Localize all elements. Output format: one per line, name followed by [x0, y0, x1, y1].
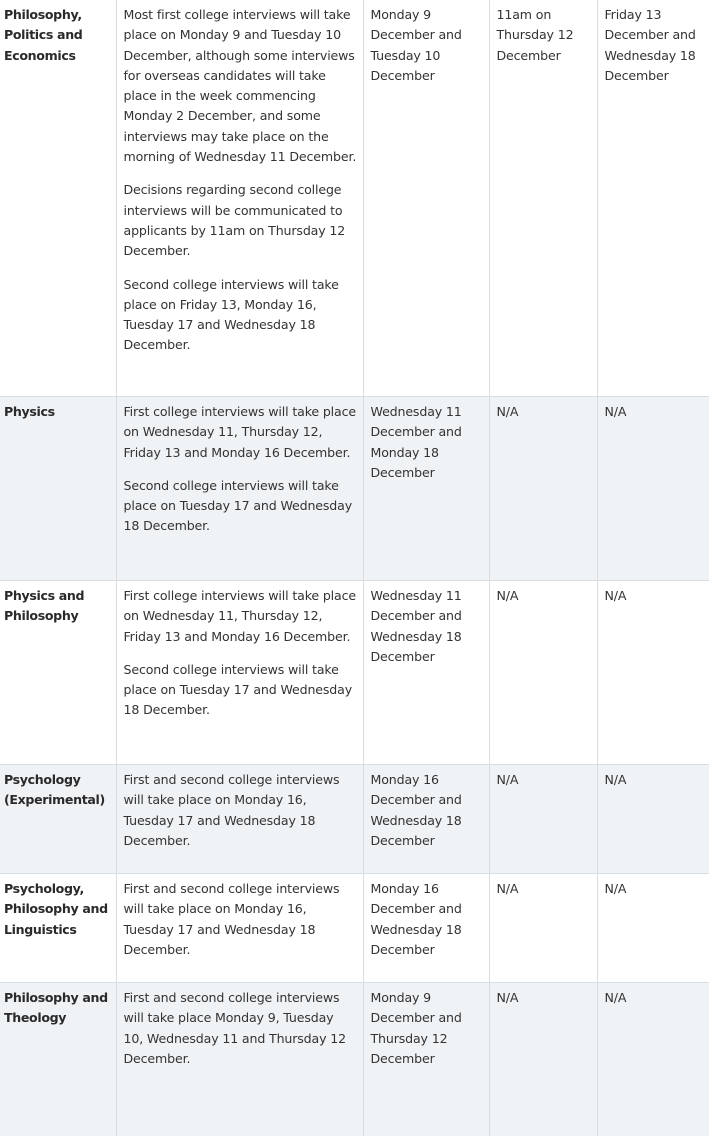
- process-paragraph: Decisions regarding second college interviews will be communicated to applicants by 11am on Thursday 12 December.: [124, 180, 357, 261]
- subject-cell: Physics: [0, 397, 116, 581]
- second-interview-cell: N/A: [597, 581, 709, 765]
- subject-cell: Physics and Philosophy: [0, 581, 116, 765]
- decision-date-cell: N/A: [489, 874, 597, 983]
- interview-process-cell: [116, 874, 363, 983]
- process-paragraph: First and second college interviews will take place on Monday 16, Tuesday 17 and Wednesday 18 December.: [124, 770, 357, 851]
- decision-date-cell: N/A: [489, 397, 597, 581]
- interview-dates-cell: Wednesday 11 December and Monday 18 December: [363, 397, 489, 581]
- process-paragraph: First college interviews will take place on Wednesday 11, Thursday 12, Friday 13 and Monday 16 December.: [124, 402, 357, 463]
- second-interview-cell: N/A: [597, 765, 709, 874]
- subject-cell: Psychology, Philosophy and Linguistics: [0, 874, 116, 983]
- decision-date-cell: 11am on Thursday 12 December: [489, 0, 597, 397]
- decision-date-cell: N/A: [489, 765, 597, 874]
- subject-cell: Philosophy, Politics and Economics: [0, 0, 116, 397]
- interview-dates-cell: Monday 16 December and Wednesday 18 December: [363, 874, 489, 983]
- process-paragraph: First and second college interviews will take place on Monday 16, Tuesday 17 and Wednesday 18 December.: [124, 879, 357, 960]
- table-row: [0, 397, 709, 581]
- table-row: [0, 983, 709, 1136]
- subject-cell: Philosophy and Theology: [0, 983, 116, 1136]
- interview-process-cell: [116, 0, 363, 397]
- interview-process-cell: [116, 983, 363, 1136]
- second-interview-cell: N/A: [597, 983, 709, 1136]
- table-row: [0, 765, 709, 874]
- process-paragraph: Second college interviews will take place on Tuesday 17 and Wednesday 18 December.: [124, 476, 357, 537]
- interview-dates-cell: Monday 9 December and Tuesday 10 December: [363, 0, 489, 397]
- process-paragraph: Most first college interviews will take place on Monday 9 and Tuesday 10 December, although some interviews for overseas candidates will take place in the week commencing Monday 2 December, and some interviews may take place on the morning of Wednesday 11 December.: [124, 5, 357, 167]
- interview-process-cell: [116, 581, 363, 765]
- process-paragraph: Second college interviews will take place on Tuesday 17 and Wednesday 18 December.: [124, 660, 357, 721]
- interview-dates-cell: Monday 16 December and Wednesday 18 December: [363, 765, 489, 874]
- interview-process-cell: [116, 397, 363, 581]
- second-interview-cell: Friday 13 December and Wednesday 18 December: [597, 0, 709, 397]
- second-interview-cell: N/A: [597, 397, 709, 581]
- decision-date-cell: N/A: [489, 581, 597, 765]
- interview-dates-cell: Monday 9 December and Thursday 12 December: [363, 983, 489, 1136]
- process-paragraph: First and second college interviews will take place Monday 9, Tuesday 10, Wednesday 11 and Thursday 12 December.: [124, 988, 357, 1069]
- table-row: [0, 581, 709, 765]
- interview-dates-cell: Wednesday 11 December and Wednesday 18 December: [363, 581, 489, 765]
- table-row: [0, 874, 709, 983]
- second-interview-cell: N/A: [597, 874, 709, 983]
- process-paragraph: First college interviews will take place on Wednesday 11, Thursday 12, Friday 13 and Monday 16 December.: [124, 586, 357, 647]
- process-paragraph: Second college interviews will take place on Friday 13, Monday 16, Tuesday 17 and Wednesday 18 December.: [124, 275, 357, 356]
- table-row: [0, 0, 709, 397]
- subject-cell: Psychology (Experimental): [0, 765, 116, 874]
- interview-process-cell: [116, 765, 363, 874]
- decision-date-cell: N/A: [489, 983, 597, 1136]
